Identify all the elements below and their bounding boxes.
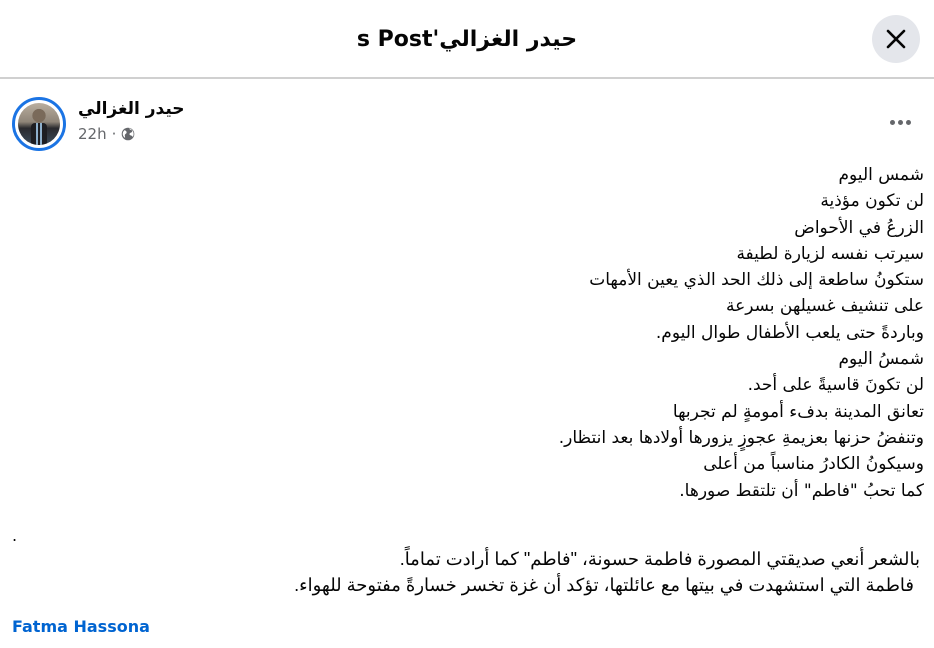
poem-line: شمسُ اليوم xyxy=(838,349,924,370)
more-options-button[interactable] xyxy=(882,107,918,137)
poem-line: وتنفضُ حزنها بعزيمةِ عجوزٍ يزورها أولادها بعد انتظار. xyxy=(558,427,924,448)
poem-line: الزرعُ في الأحواض xyxy=(794,217,924,238)
dedication-line: بالشعر أنعي صديقتي المصورة فاطمة حسونة، "فاطم" كما أرادت تماماً. xyxy=(399,549,920,569)
post-text xyxy=(24,162,924,504)
poem-line: على تنشيف غسيلهن بسرعة xyxy=(725,296,924,317)
globe-icon[interactable] xyxy=(121,127,135,141)
dedication-line: فاطمة التي استشهدت في بيتها مع عائلتها، تؤكد أن غزة تخسر خسارةً مفتوحة للهواء. xyxy=(294,575,914,595)
poem-line: وباردةً حتى يلعب الأطفال طوال اليوم. xyxy=(655,322,924,343)
separator-dot: . xyxy=(12,526,18,545)
dedication-text xyxy=(20,546,920,598)
more-dot xyxy=(906,120,911,125)
poem-line: لن تكونَ قاسيةً على أحد. xyxy=(747,375,924,396)
poem-line: ستكونُ ساطعة إلى ذلك الحد الذي يعين الأمهات xyxy=(589,270,924,291)
poem-line: كما تحبُ "فاطم" أن تلتقط صورها. xyxy=(679,480,924,501)
poem-line: لن تكون مؤذية xyxy=(820,191,924,212)
close-button[interactable] xyxy=(872,15,920,63)
tagged-person-link[interactable]: Fatma Hassona xyxy=(12,617,150,636)
post-header xyxy=(12,97,922,153)
dialog-title: حيدر الغزالي's Post xyxy=(356,27,578,52)
profile-photo xyxy=(18,103,60,145)
avatar[interactable] xyxy=(12,97,66,151)
poem-line: وسيكونُ الكادرُ مناسباً من أعلى xyxy=(703,454,924,475)
author-name[interactable]: حيدر الغزالي xyxy=(78,99,185,119)
more-dot xyxy=(898,120,903,125)
poem-line: سيرتب نفسه لزيارة لطيفة xyxy=(736,243,924,264)
post-time[interactable]: 22h xyxy=(78,125,107,143)
close-icon xyxy=(885,28,907,50)
poem-line: شمس اليوم xyxy=(838,165,924,185)
meta-separator: · xyxy=(111,125,117,143)
post-meta xyxy=(78,125,135,143)
more-dot xyxy=(890,120,895,125)
poem-line: تعانق المدينة بدفء أمومةٍ لم تجربها xyxy=(672,401,924,422)
dialog-header xyxy=(0,0,934,79)
